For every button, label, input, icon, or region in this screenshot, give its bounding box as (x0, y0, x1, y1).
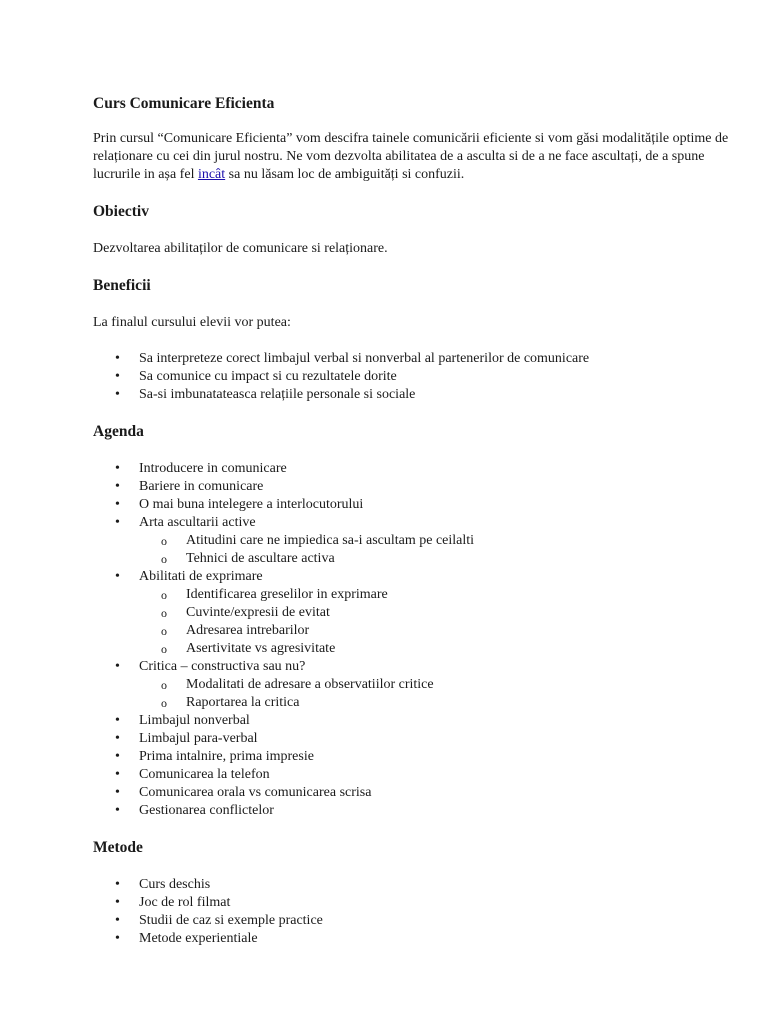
agenda-item-text: Introducere in comunicare (139, 461, 287, 476)
circle-bullet-icon: o (161, 624, 167, 638)
agenda-subitem (93, 694, 733, 712)
intro-link[interactable]: incât (197, 167, 226, 182)
agenda-item (93, 496, 733, 514)
agenda-list (93, 460, 733, 820)
metode-item (93, 894, 733, 912)
agenda-subitem-text: Raportarea la critica (186, 695, 300, 710)
agenda-subitem-text: Asertivitate vs agresivitate (186, 641, 336, 656)
agenda-item (93, 478, 733, 496)
beneficii-item (93, 350, 733, 368)
agenda-item (93, 730, 733, 748)
agenda-item-text: Limbajul nonverbal (139, 713, 250, 728)
agenda-heading: Agenda (93, 423, 144, 440)
bullet-icon: • (115, 497, 120, 512)
agenda-item (93, 568, 733, 586)
circle-bullet-icon: o (161, 552, 167, 566)
bullet-icon: • (115, 461, 120, 476)
agenda-item-text: Gestionarea conflictelor (139, 803, 274, 818)
metode-item-text: Studii de caz si exemple practice (139, 913, 323, 928)
beneficii-list (93, 350, 733, 404)
agenda-subitem-text: Tehnici de ascultare activa (186, 551, 335, 566)
beneficii-item (93, 386, 733, 404)
agenda-sublist-wrapper (93, 586, 733, 658)
agenda-item (93, 784, 733, 802)
beneficii-item-text: Sa-si imbunatateasca relațiile personale si sociale (139, 387, 416, 402)
circle-bullet-icon: o (161, 696, 167, 710)
agenda-subitem (93, 586, 733, 604)
bullet-icon: • (115, 569, 120, 584)
agenda-sublist (93, 532, 733, 568)
agenda-subitem (93, 550, 733, 568)
agenda-item (93, 766, 733, 784)
metode-item-text: Curs deschis (139, 877, 211, 892)
bullet-icon: • (115, 931, 120, 946)
circle-bullet-icon: o (161, 642, 167, 656)
bullet-icon: • (115, 515, 120, 530)
beneficii-item (93, 368, 733, 386)
agenda-item (93, 514, 733, 532)
agenda-subitem-text: Atitudini care ne impiedica sa-i ascultam pe ceilalti (186, 533, 475, 548)
agenda-item-text: Abilitati de exprimare (139, 569, 263, 584)
document-page (93, 94, 733, 948)
bullet-icon: • (115, 387, 120, 402)
agenda-item (93, 802, 733, 820)
circle-bullet-icon: o (161, 606, 167, 620)
agenda-subitem (93, 604, 733, 622)
intro-text-start: Prin cursul “Comunicare Eficienta” vom descifra tainele comunicării eficiente si vom găsi modalitățile optime de relaționare cu cei din jurul nostru. Ne vom dezvolta abilitatea de a asculta si de a ne face ascultați, de a spune lucrurile in așa fel (93, 131, 729, 182)
agenda-subitem (93, 532, 733, 550)
metode-heading: Metode (93, 839, 143, 856)
document-title: Curs Comunicare Eficienta (93, 95, 275, 112)
circle-bullet-icon: o (161, 678, 167, 692)
agenda-sublist (93, 676, 733, 712)
agenda-item (93, 460, 733, 478)
bullet-icon: • (115, 731, 120, 746)
beneficii-item-text: Sa comunice cu impact si cu rezultatele dorite (139, 369, 397, 384)
metode-list (93, 876, 733, 948)
agenda-item-text: Arta ascultarii active (139, 515, 256, 530)
agenda-item-text: Limbajul para-verbal (139, 731, 258, 746)
bullet-icon: • (115, 659, 120, 674)
bullet-icon: • (115, 877, 120, 892)
agenda-subitem (93, 622, 733, 640)
bullet-icon: • (115, 895, 120, 910)
bullet-icon: • (115, 785, 120, 800)
metode-item-text: Joc de rol filmat (139, 895, 231, 910)
intro-text-end: sa nu lăsam loc de ambiguități si confuzii. (225, 167, 465, 182)
metode-item-text: Metode experientiale (139, 931, 258, 946)
bullet-icon: • (115, 767, 120, 782)
bullet-icon: • (115, 803, 120, 818)
bullet-icon: • (115, 913, 120, 928)
agenda-subitem-text: Cuvinte/expresii de evitat (186, 605, 330, 620)
agenda-item-text: Critica – constructiva sau nu? (139, 659, 306, 674)
agenda-item-text: Comunicarea orala vs comunicarea scrisa (139, 785, 372, 800)
intro-paragraph (93, 130, 733, 184)
agenda-item-text: Bariere in comunicare (139, 479, 264, 494)
agenda-item-text: O mai buna intelegere a interlocutorului (139, 497, 364, 512)
agenda-subitem-text: Modalitati de adresare a observatiilor critice (186, 677, 434, 692)
bullet-icon: • (115, 351, 120, 366)
agenda-subitem-text: Adresarea intrebarilor (186, 623, 310, 638)
agenda-subitem-text: Identificarea greselilor in exprimare (186, 587, 388, 602)
circle-bullet-icon: o (161, 534, 167, 548)
agenda-sublist-wrapper (93, 532, 733, 568)
bullet-icon: • (115, 713, 120, 728)
beneficii-heading: Beneficii (93, 277, 151, 294)
agenda-sublist (93, 586, 733, 658)
beneficii-item-text: Sa interpreteze corect limbajul verbal si nonverbal al partenerilor de comunicare (139, 351, 590, 366)
agenda-item (93, 748, 733, 766)
metode-item (93, 876, 733, 894)
agenda-item-text: Prima intalnire, prima impresie (139, 749, 314, 764)
beneficii-intro: La finalul cursului elevii vor putea: (93, 315, 291, 330)
agenda-subitem (93, 676, 733, 694)
agenda-sublist-wrapper (93, 676, 733, 712)
agenda-subitem (93, 640, 733, 658)
agenda-item (93, 658, 733, 676)
agenda-item-text: Comunicarea la telefon (139, 767, 270, 782)
objectiv-text: Dezvoltarea abilitaților de comunicare si relaționare. (93, 241, 388, 256)
circle-bullet-icon: o (161, 588, 167, 602)
bullet-icon: • (115, 369, 120, 384)
metode-item (93, 912, 733, 930)
agenda-item (93, 712, 733, 730)
bullet-icon: • (115, 749, 120, 764)
metode-item (93, 930, 733, 948)
objectiv-heading: Obiectiv (93, 203, 149, 220)
bullet-icon: • (115, 479, 120, 494)
